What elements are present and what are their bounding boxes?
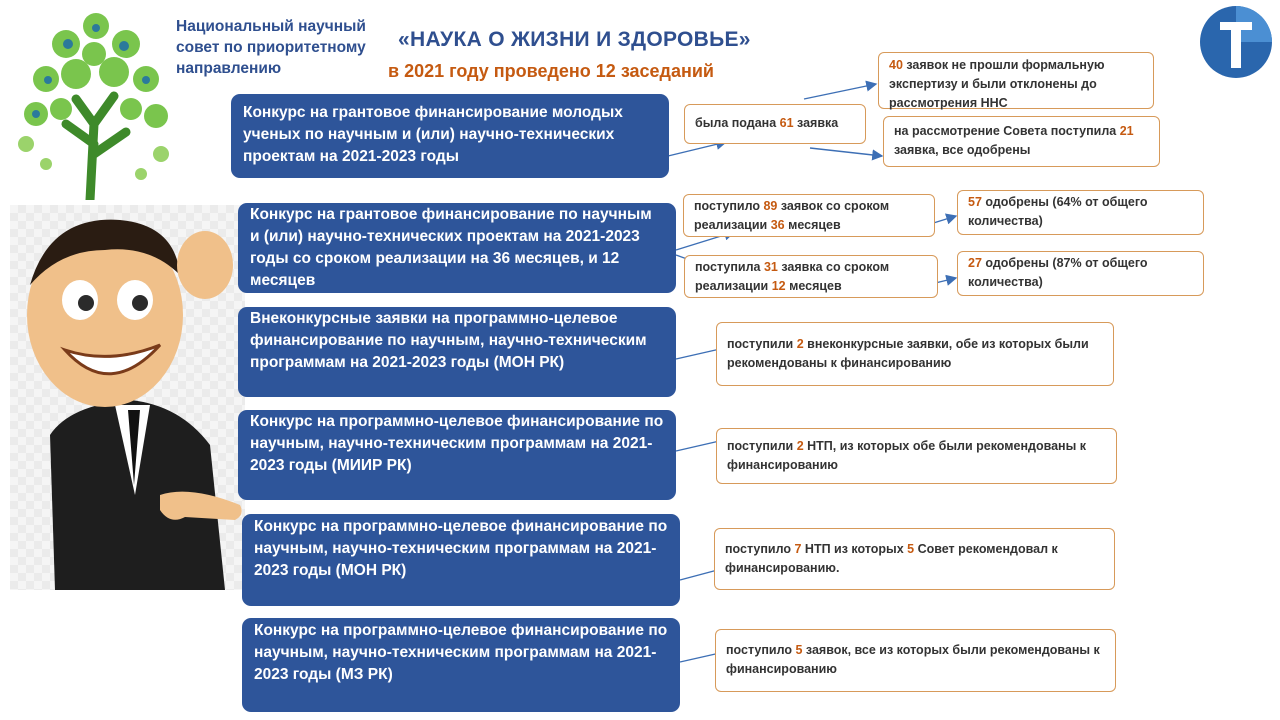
result-12-months-31: поступила 31 заявка со сроком реализации 12 месяцев — [684, 255, 938, 298]
result-approved-27: 27 одобрены (87% от общего количества) — [957, 251, 1204, 296]
result-ntp-7: поступило 7 НТП из которых 5 Совет рекомендовал к финансированию. — [714, 528, 1115, 590]
contest-program-mz: Конкурс на программно-целевое финансирование по научным, научно-техническим программам на 2021-2023 годы (МЗ РК) — [242, 618, 680, 712]
result-approved-57: 57 одобрены (64% от общего количества) — [957, 190, 1204, 235]
result-applications-5: поступило 5 заявок, все из которых были рекомендованы к финансированию — [715, 629, 1116, 692]
result-reviewed-21: на рассмотрение Совета поступила 21 заявка, все одобрены — [883, 116, 1160, 167]
org-line-2: совет по приоритетному — [176, 39, 366, 56]
contest-program-mon: Конкурс на программно-целевое финансирование по научным, научно-техническим программам на 2021-2023 годы (МОН РК) — [242, 514, 680, 606]
result-extra-2: поступили 2 внеконкурсные заявки, обе из которых были рекомендованы к финансированию — [716, 322, 1114, 386]
result-36-months-89: поступило 89 заявок со сроком реализации 36 месяцев — [683, 194, 935, 237]
result-rejected-40: 40 заявок не прошли формальную экспертизу и были отклонены до рассмотрения ННС — [878, 52, 1154, 109]
result-submitted-61: была подана 61 заявка — [684, 104, 866, 144]
contest-extra-mon: Внеконкурсные заявки на программно-целевое финансирование по научным, научно-техническим программам на 2021-2023 годы (МОН РК) — [238, 307, 676, 397]
page-title: «НАУКА О ЖИЗНИ И ЗДОРОВЬЕ» — [398, 28, 751, 51]
contest-program-miir: Конкурс на программно-целевое финансирование по научным, научно-техническим программам на 2021-2023 годы (МИИР РК) — [238, 410, 676, 500]
arrow-submitted-reviewed — [810, 148, 882, 156]
org-line-3: направлению — [176, 60, 282, 77]
page-subtitle: в 2021 году проведено 12 заседаний — [388, 61, 714, 81]
contest-grant-projects: Конкурс на грантовое финансирование по научным и (или) научно-технических проектам на 2021-2023 годы со сроком реализации на 36 месяцев, и 12 месяцев — [238, 203, 676, 293]
arrow-contest1-submitted — [668, 142, 726, 156]
contest-young-scientists: Конкурс на грантовое финансирование молодых ученых по научным и (или) научно-технических проектам на 2021-2023 годы — [231, 94, 669, 178]
arrow-submitted-rejected — [804, 84, 876, 99]
result-ntp-2: поступили 2 НТП, из которых обе были рекомендованы к финансированию — [716, 428, 1117, 484]
org-line-1: Национальный научный — [176, 18, 366, 35]
